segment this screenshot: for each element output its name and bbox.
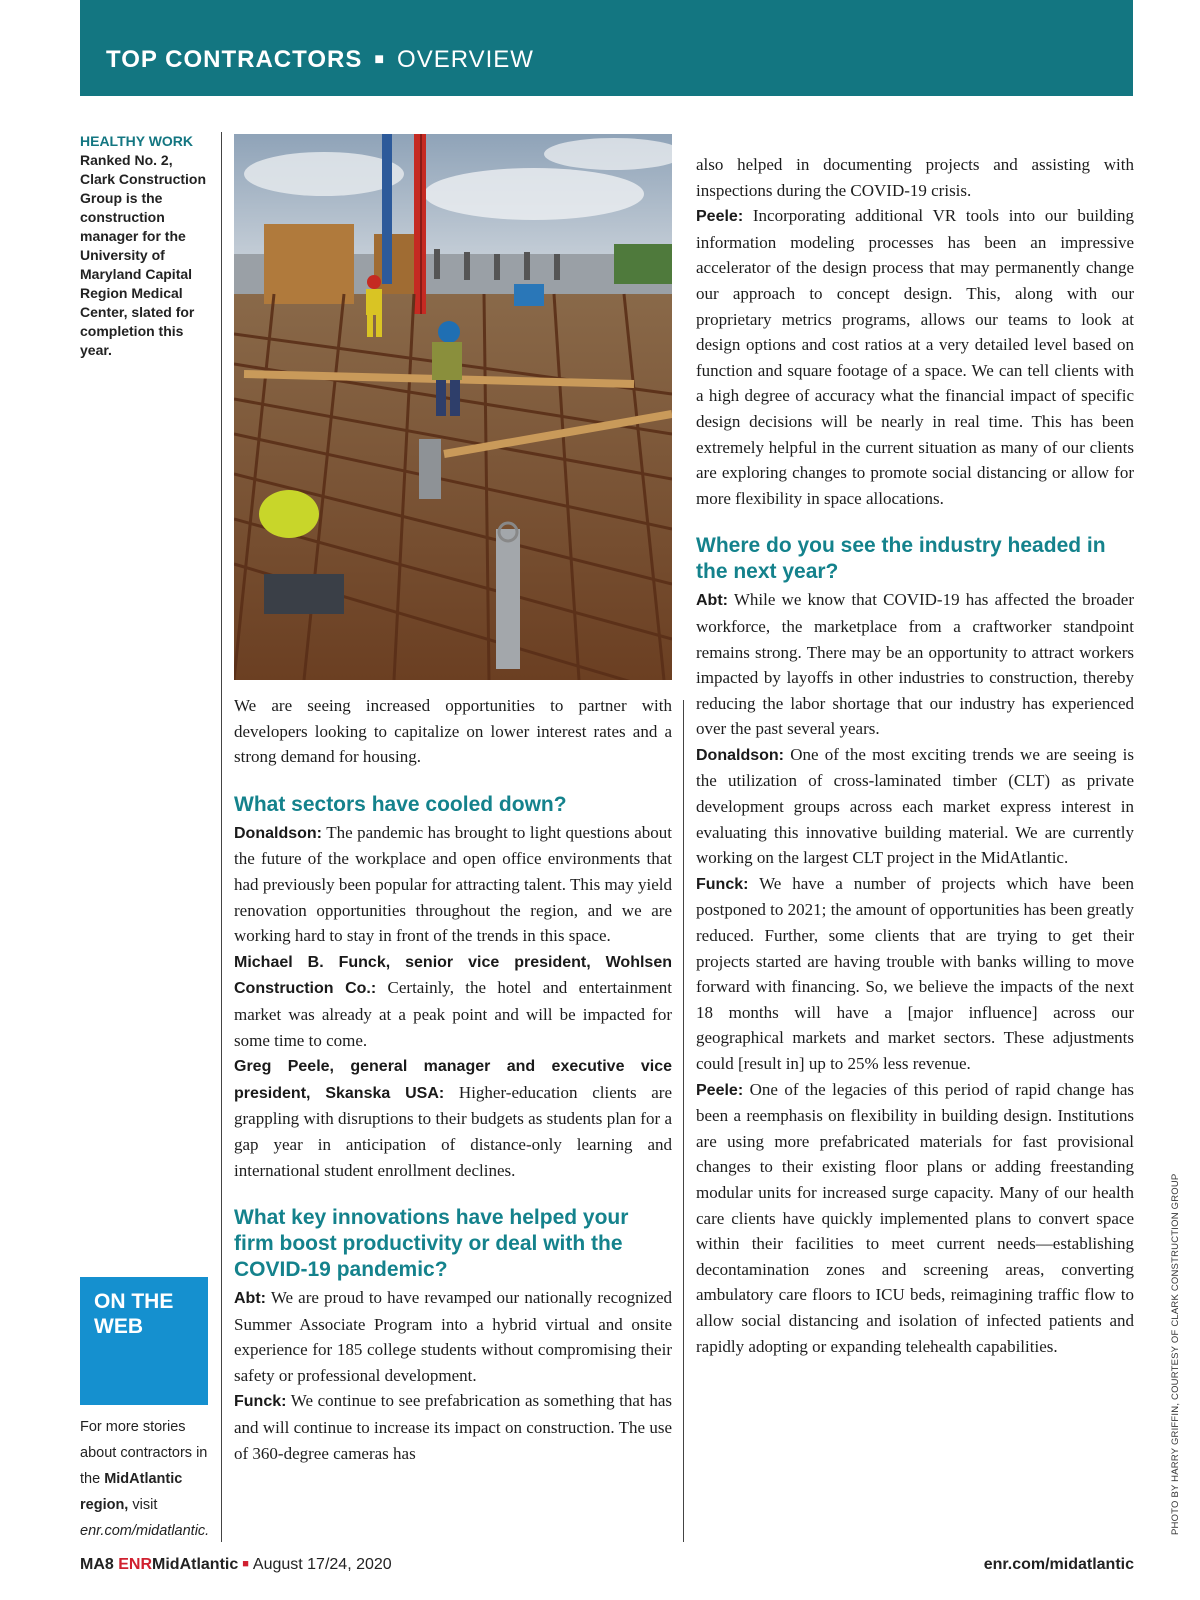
- web-link[interactable]: enr.com/midatlantic.: [80, 1523, 210, 1539]
- answer-text: Certainly, the hotel and entertainment market was already at a peak point and will be impacted for some time to come.: [234, 978, 673, 1050]
- answer-text: One of the legacies of this period of rapid change has been a reemphasis on flexibility in building design. Institutions are using more prefabricated materials for fast provisional changes to their existing floor plans or adding freestanding modular units for increased surge capacity. Many of our health care clients have quickly implemented plans to convert space within their facilities to meet current needs—establishing decontamination zones and screening areas, converting ambulatory care floors to ICU beds, reimagining traffic flow to allow social distancing and isolation of infected patients and rapidly adopting or expanding telehealth capabilities.: [696, 1079, 1134, 1356]
- on-the-web-title: ON THE WEB: [94, 1290, 174, 1338]
- answer-paragraph: [696, 203, 1134, 511]
- speaker-name: Peele:: [696, 1081, 744, 1099]
- answer-paragraph: [234, 820, 672, 949]
- answer-paragraph: [696, 742, 1134, 871]
- column-divider-right: [683, 700, 684, 1542]
- footer-url[interactable]: enr.com/midatlantic: [983, 1556, 1134, 1573]
- answer-text: Higher-education clients are grappling with disruptions to their budgets as students plan for a gap year in anticipation of distance-only learning and international student enrollment declines.: [234, 1082, 672, 1180]
- continued-paragraph: also helped in documenting projects and assisting with inspections during the COVID-19 crisis.: [696, 155, 1134, 200]
- caption-kicker: HEALTHY WORK: [80, 133, 194, 149]
- speaker-name: Abt:: [696, 592, 728, 610]
- answer-paragraph: [696, 587, 1134, 742]
- column-divider-left: [221, 132, 222, 1542]
- answer-text: We have a number of projects which have been postponed to 2021; the amount of opportunities has been greatly reduced. Further, some clients that are trying to get their projects started are having trouble with banks willing to move forward with financing. So, we believe the impacts of the next 18 months will have a [major influence] across our geographical markets and market sectors. These adjustments could [result in] up to 25% less revenue.: [696, 873, 1134, 1073]
- web-text-pre: For more stories about contractors in the: [80, 1419, 208, 1487]
- speaker-name: Abt:: [234, 1290, 266, 1308]
- speaker-name: Michael B. Funck, senior vice president, Wohlsen Construction Co.:: [234, 953, 672, 998]
- photo-caption: [80, 132, 208, 360]
- construction-site-photo: [234, 134, 672, 680]
- answer-paragraph: [234, 949, 672, 1053]
- speaker-name: Greg Peele, general manager and executive vice president, Skanska USA:: [234, 1058, 672, 1102]
- question-heading-sectors: What sectors have cooled down?: [234, 792, 567, 816]
- on-the-web-text: [80, 1414, 210, 1544]
- web-text-mid: visit: [132, 1497, 158, 1513]
- header-section: TOP CONTRACTORS: [106, 46, 363, 73]
- speaker-name: Funck:: [234, 1393, 287, 1411]
- caption-text: Ranked No. 2, Clark Construction Group is the construction manager for the University of Maryland Capital Region Medical Center, slated for completion this year.: [80, 152, 207, 358]
- answer-paragraph: [234, 1053, 672, 1183]
- question-heading-innovations: What key innovations have helped your firm boost productivity or deal with the COVID-19 pandemic?: [234, 1206, 629, 1282]
- brand-midatlantic: MidAtlantic: [152, 1556, 239, 1573]
- answer-text: Incorporating additional VR tools into our building information modeling processes has been an impressive accelerator of the design process that may permanently change our approach to concept design. This, along with our proprietary metrics programs, allows our teams to look at design options and cost ratios at a very detailed level based on function and square footage of a space. We can tell clients with a high degree of accuracy what the financial impact of specific design decisions will be nearly in real time. This has been extremely helpful in the current situation as many of our clients are exploring changes to promote social distancing or allow for more flexibility in space allocations.: [696, 206, 1135, 508]
- intro-paragraph: We are seeing increased opportunities to partner with developers looking to capitalize on lower interest rates and a strong demand for housing.: [234, 696, 672, 767]
- header-separator: ■: [374, 51, 386, 68]
- answer-text: While we know that COVID-19 has affected the broader workforce, the marketplace from a craftworker standpoint remains strong. There may be an opportunity to attract workers impacted by layoffs in other industries to construction, thereby reducing the labor shortage that our industry has experienced over the past several years.: [696, 590, 1134, 739]
- answer-text: We continue to see prefabrication as something that has and will continue to increase its impact on construction. The use of 360-degree cameras has: [234, 1391, 672, 1463]
- page-number: MA8: [80, 1556, 114, 1573]
- brand-enr: ENR: [118, 1556, 153, 1573]
- header-subsection: OVERVIEW: [397, 46, 534, 73]
- footer-separator: ■: [242, 1558, 249, 1570]
- header-text: [106, 46, 534, 74]
- answer-text: We are proud to have revamped our nationally recognized Summer Associate Program into a hybrid virtual and onsite experience for 185 college students without compromising their safety or professional development.: [234, 1288, 672, 1385]
- speaker-name: Peele:: [696, 208, 744, 226]
- answer-text: The pandemic has brought to light questions about the future of the workplace and open office environments that had previously been popular for attracting talent. This may yield renovation opportunities throughout the region, and we are working hard to stay in front of the trends in this space.: [234, 822, 672, 946]
- article-column-2: [696, 152, 1134, 1359]
- on-the-web-box: [80, 1277, 208, 1405]
- speaker-name: Funck:: [696, 875, 749, 893]
- answer-paragraph: [696, 871, 1134, 1077]
- page-header: [80, 0, 1133, 96]
- issue-date: August 17/24, 2020: [252, 1556, 392, 1573]
- article-column-1: [234, 693, 672, 1466]
- speaker-name: Donaldson:: [234, 824, 322, 842]
- web-text-bold: MidAtlantic region,: [80, 1471, 183, 1513]
- photo-credit: PHOTO BY HARRY GRIFFIN, COURTESY OF CLARK CONSTRUCTION GROUP: [1170, 1173, 1181, 1535]
- answer-text: One of the most exciting trends we are seeing is the utilization of cross-laminated timber (CLT) as private development groups across each market express interest in evaluating this innovative building material. We are currently working on the largest CLT project in the MidAtlantic.: [696, 744, 1134, 868]
- footer-left: [80, 1556, 392, 1574]
- question-heading-industry: Where do you see the industry headed in the next year?: [696, 534, 1106, 584]
- answer-paragraph: [234, 1285, 672, 1388]
- answer-paragraph: [234, 1388, 672, 1466]
- speaker-name: Donaldson:: [696, 746, 784, 764]
- answer-paragraph: [696, 1077, 1134, 1360]
